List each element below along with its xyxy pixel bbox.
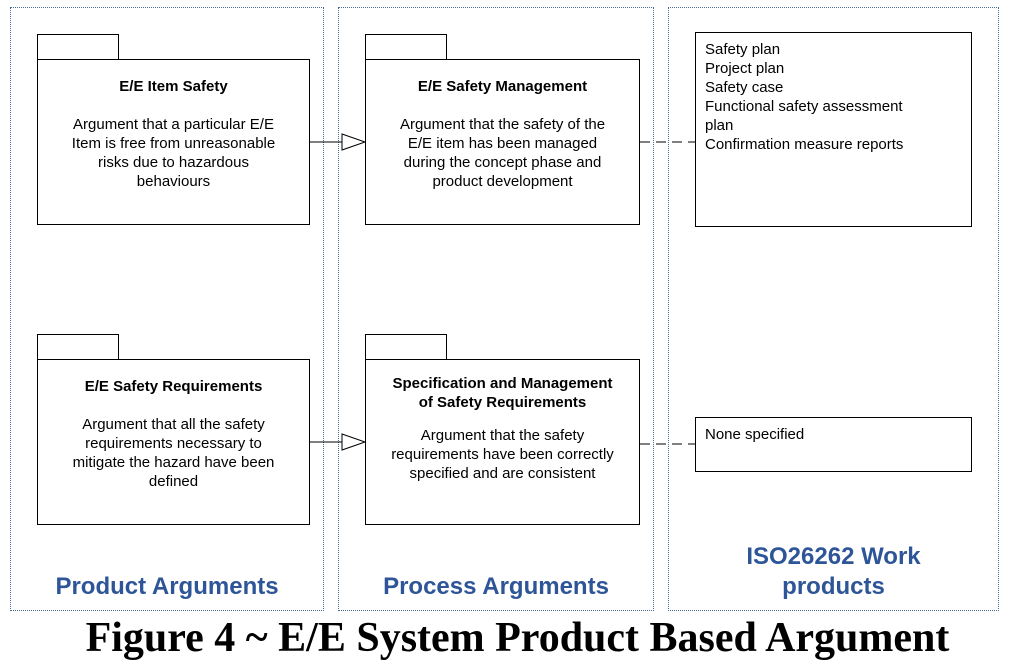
item-safety-line-4: behaviours xyxy=(136,173,211,190)
iso-label-line-1: ISO26262 Work xyxy=(746,543,921,570)
safety-management-title: E/E Safety Management xyxy=(417,78,588,95)
work-product-item: None specified xyxy=(705,426,805,443)
spec-management-line-3: specified and are consistent xyxy=(409,465,596,482)
item-safety-title: E/E Item Safety xyxy=(119,78,228,95)
work-product-item: plan xyxy=(705,117,734,134)
spec-management-title-line-2: of Safety Requirements xyxy=(418,394,587,411)
safety-requirements-title: E/E Safety Requirements xyxy=(84,378,263,395)
item-safety-line-2: Item is free from unreasonable xyxy=(71,135,276,152)
safety-requirements-line-1: Argument that all the safety xyxy=(82,416,265,433)
generalization-arrow-bottom xyxy=(310,434,365,450)
safety-management-line-1: Argument that the safety of the xyxy=(399,116,606,133)
work-product-item: Safety case xyxy=(705,79,784,96)
safety-management-line-3: during the concept phase and xyxy=(403,154,602,171)
work-product-item: Confirmation measure reports xyxy=(705,136,904,153)
safety-requirements-line-3: mitigate the hazard have been xyxy=(72,454,275,471)
spec-management-title-line-1: Specification and Management xyxy=(392,375,613,392)
item-safety-line-3: risks due to hazardous xyxy=(98,154,249,171)
generalization-arrow-top xyxy=(310,134,365,150)
item-safety-line-1: Argument that a particular E/E xyxy=(73,116,274,133)
work-product-item: Safety plan xyxy=(705,41,781,58)
spec-management-line-1: Argument that the safety xyxy=(420,427,585,444)
product-arguments-label: Product Arguments xyxy=(55,573,279,600)
iso-label-line-2: products xyxy=(782,573,885,600)
figure-caption: Figure 4 ~ E/E System Product Based Argument xyxy=(85,615,950,661)
safety-management-line-2: E/E item has been managed xyxy=(407,135,598,152)
safety-management-line-4: product development xyxy=(432,173,573,190)
safety-requirements-line-2: requirements necessary to xyxy=(85,435,262,452)
safety-requirements-line-4: defined xyxy=(148,473,199,490)
spec-management-line-2: requirements have been correctly xyxy=(391,446,614,463)
work-product-item: Project plan xyxy=(705,60,785,77)
work-product-item: Functional safety assessment xyxy=(705,98,903,115)
process-arguments-label: Process Arguments xyxy=(383,573,609,600)
